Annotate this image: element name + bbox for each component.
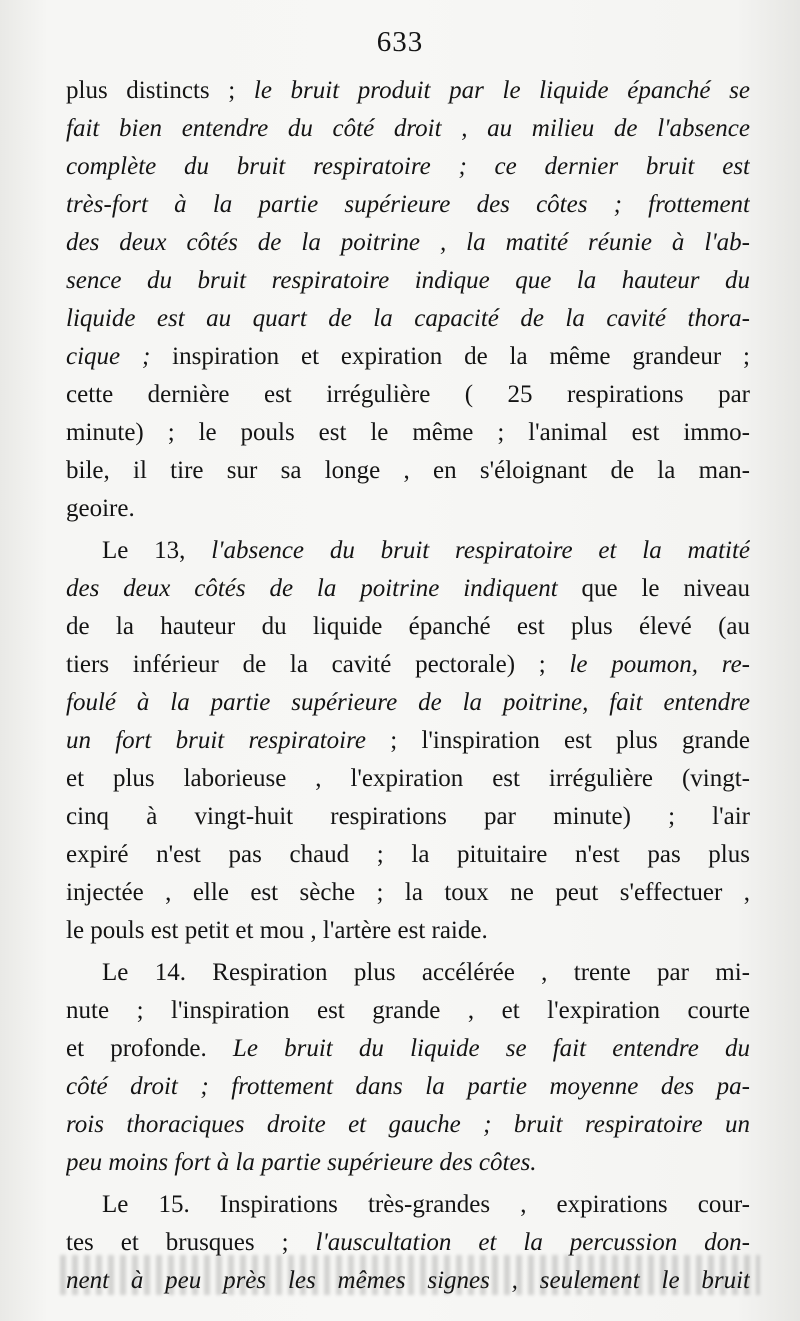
italic-run: foulé à la partie supérieure de la poitrine, fait entendre [66,689,750,716]
text-line [66,684,750,722]
italic-run: liquide est au quart de la capacité de la cavité thora- [66,305,750,332]
text-line [66,1106,750,1144]
text-line [66,646,750,684]
roman-run: plus distincts ; [66,77,254,104]
roman-run: Le 13, [102,537,212,564]
text-line [66,912,750,950]
roman-run: tes et brusques ; [66,1229,316,1256]
roman-run: et profonde. [66,1035,233,1062]
italic-run: des deux côtés de la poitrine indiquent [66,575,558,602]
text-line [66,798,750,836]
text-line [66,992,750,1030]
text-line [66,300,750,338]
text-line [66,874,750,912]
roman-run: minute) ; le pouls est le même ; l'animal est immo- [66,419,750,446]
roman-run: geoire. [66,495,135,522]
italic-run: complète du bruit respiratoire ; ce dernier bruit est [66,153,750,180]
text-line [66,414,750,452]
text-line [66,148,750,186]
italic-run: le bruit produit par le liquide épanché se [253,77,750,104]
roman-run: Le 15. Inspirations très-grandes , expirations cour- [102,1191,750,1218]
italic-run: sence du bruit respiratoire indique que la hauteur du [66,267,750,294]
italic-run: l'auscultation et la percussion don- [315,1229,750,1256]
roman-run: cette dernière est irrégulière ( 25 respirations par [66,381,750,408]
italic-run: nent à peu près les mêmes signes , seulement le bruit [66,1267,750,1294]
text-line [66,338,750,376]
text-line [66,1030,750,1068]
roman-run: nute ; l'inspiration est grande , et l'expiration courte [66,997,750,1024]
italic-run: peu moins fort à la partie supérieure des côtes. [66,1149,537,1176]
text-line [66,262,750,300]
text-line [66,608,750,646]
text-line [66,224,750,262]
roman-run: ; l'inspiration est plus grande [366,727,750,754]
page-number: 633 [376,26,424,58]
italic-run: le poumon, re- [569,651,750,678]
text-line [66,452,750,490]
roman-run: le pouls est petit et mou , l'artère est raide. [66,917,488,944]
roman-run: injectée , elle est sèche ; la toux ne peut s'effectuer , [66,879,750,906]
roman-run: expiré n'est pas chaud ; la pituitaire n'est pas plus [66,841,750,868]
text-line [66,376,750,414]
italic-run: des deux côtés de la poitrine , la matité réunie à l'ab- [66,229,750,256]
roman-run: et plus laborieuse , l'expiration est irrégulière (vingt- [66,765,750,792]
italic-run: côté droit ; frottement dans la partie moyenne des pa- [66,1073,750,1100]
text-line [66,1224,750,1262]
text-line [66,760,750,798]
italic-run: cique ; [66,343,151,370]
text-line [66,110,750,148]
text-line [66,532,750,570]
italic-run: Le bruit du liquide se fait entendre du [232,1035,750,1062]
text-line [66,836,750,874]
text-line [66,1068,750,1106]
body-text [66,72,750,1300]
roman-run: Le 14. Respiration plus accélérée , trente par mi- [102,959,750,986]
text-line [66,490,750,528]
roman-run: tiers inférieur de la cavité pectorale) ; [66,651,570,678]
text-line [66,72,750,110]
text-line [66,186,750,224]
roman-run: que le niveau [557,575,750,602]
text-line [66,1186,750,1224]
text-line [66,570,750,608]
italic-run: très-fort à la partie supérieure des côtes ; frottement [66,191,750,218]
roman-run: cinq à vingt-huit respirations par minute) ; l'air [66,803,750,830]
roman-run: inspiration et expiration de la même grandeur ; [150,343,750,370]
italic-run: un fort bruit respiratoire [66,727,367,754]
italic-run: rois thoraciques droite et gauche ; bruit respiratoire un [66,1111,750,1138]
text-line [66,954,750,992]
text-line [66,1144,750,1182]
italic-run: fait bien entendre du côté droit , au milieu de l'absence [66,115,750,142]
text-line [66,1262,750,1300]
roman-run: bile, il tire sur sa longe , en s'éloignant de la man- [66,457,750,484]
roman-run: de la hauteur du liquide épanché est plus élevé (au [66,613,750,640]
italic-run: l'absence du bruit respiratoire et la matité [211,537,750,564]
text-line [66,722,750,760]
